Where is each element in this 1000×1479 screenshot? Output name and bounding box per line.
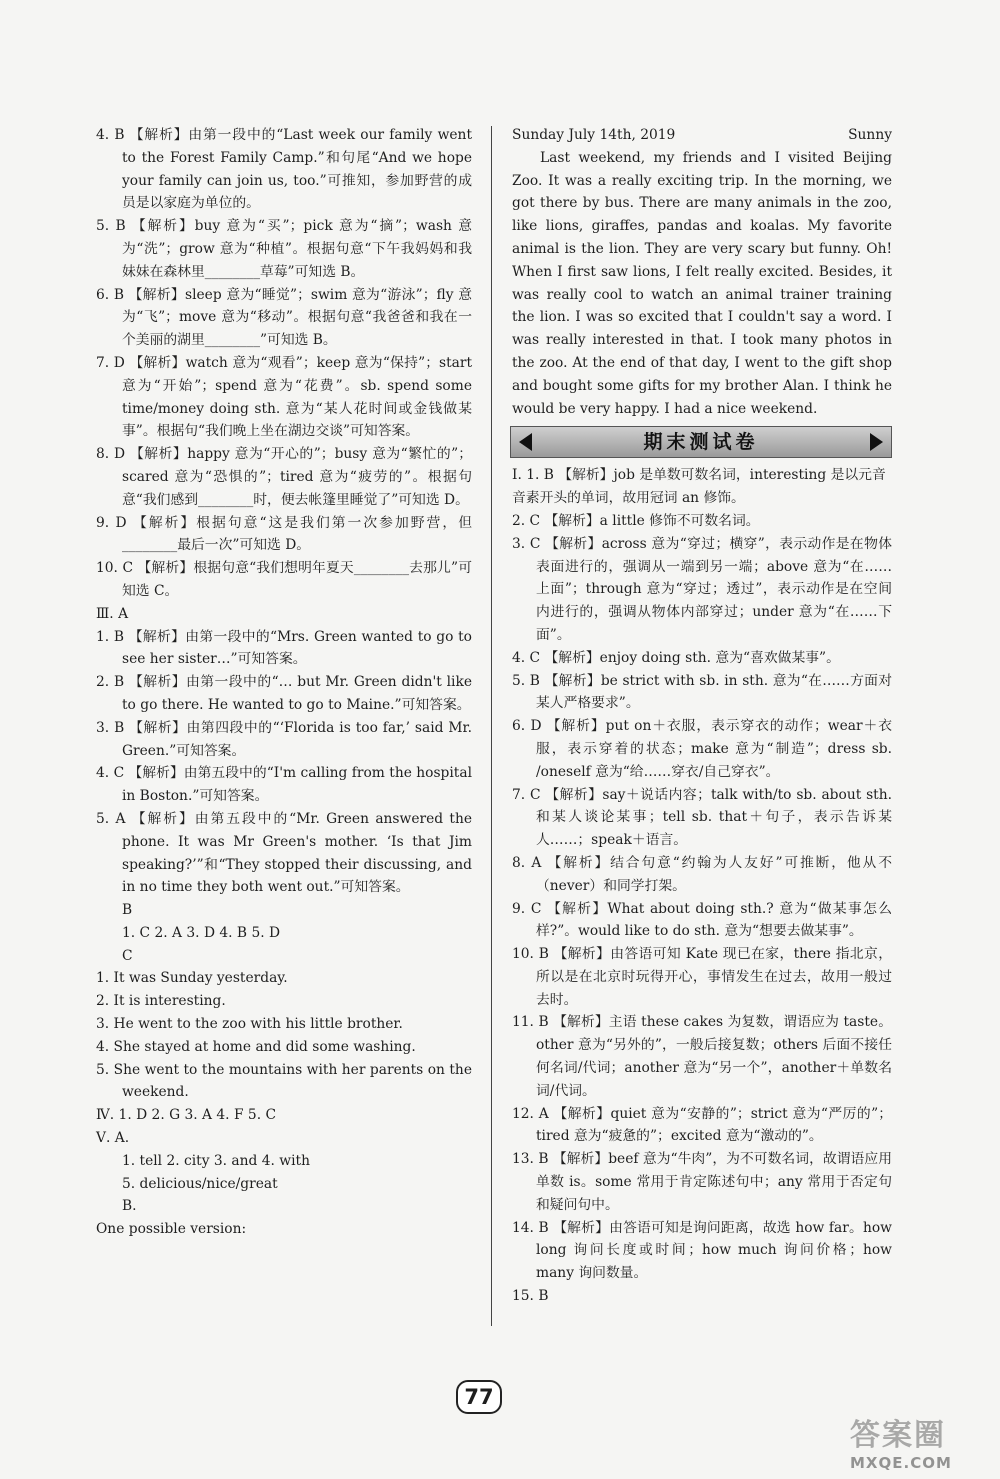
answer-item: 13. B 【解析】beef 意为“牛肉”，为不可数名词，故谓语应用单数 is。some 常用于肯定陈述句中；any 常用于否定句和疑问句中。 — [512, 1151, 892, 1213]
diary-date: Sunday July 14th, 2019 — [512, 127, 676, 143]
page-number: 77 — [456, 1380, 502, 1414]
diary-weather: Sunny — [848, 127, 892, 143]
arrow-left-icon — [519, 433, 532, 451]
answer-item: B — [122, 902, 133, 919]
answer-item: 6. B 【解析】sleep 意为“睡觉”；swim 意为“游泳”；fly 意为“飞”；move 意为“移动”。根据句意“我爸爸和我在一个美丽的湖里________”可知选 B。 — [96, 286, 472, 349]
answer-item: 5. B 【解析】buy 意为“买”；pick 意为“摘”；wash 意为“洗”；grow 意为“种植”。根据句意“下午我妈妈和我妹妹在森林里________草莓”可知选 B。 — [96, 218, 472, 280]
answer-item: C — [122, 947, 133, 964]
answer-item: 2. B 【解析】由第一段中的“… but Mr. Green didn't like to go there. He wanted to go to Maine.”可知答案。 — [96, 674, 472, 713]
answer-item: 4. She stayed at home and did some washing. — [96, 1038, 416, 1055]
diary-header — [512, 124, 892, 147]
answer-item: 3. He went to the zoo with his little brother. — [96, 1016, 403, 1033]
right-column — [512, 124, 892, 1308]
arrow-right-icon — [870, 433, 883, 451]
answer-item: 12. A 【解析】quiet 意为“安静的”；strict 意为“严厉的”；tired 意为“疲惫的”；excited 意为“激动的”。 — [512, 1105, 892, 1145]
answer-item: 5. B 【解析】be strict with sb. in sth. 意为“在……方面对某人严格要求”。 — [512, 672, 892, 712]
answer-item: 1. tell 2. city 3. and 4. with — [122, 1152, 310, 1169]
answer-item: 4. C 【解析】enjoy doing sth. 意为“喜欢做某事”。 — [512, 649, 840, 666]
answer-item: 2. C 【解析】a little 修饰不可数名词。 — [512, 512, 760, 529]
answer-item: 4. C 【解析】由第五段中的“I'm calling from the hospital in Boston.”可知答案。 — [96, 765, 472, 805]
answer-item: Ⅰ. 1. B 【解析】job 是单数可数名词，interesting 是以元音音素开头的单词，故用冠词 an 修饰。 — [512, 467, 886, 507]
column-divider — [491, 126, 492, 1326]
banner-title: 期末测试卷 — [643, 430, 759, 453]
answer-item: 10. C 【解析】根据句意“我们想明年夏天________去那儿”可知选 C。 — [96, 560, 472, 599]
answer-item: 8. A 【解析】结合句意“约翰为人友好”可推断，他从不（never）和同学打架。 — [512, 854, 892, 894]
answer-item: 5. She went to the mountains with her parents on the weekend. — [96, 1061, 472, 1101]
answer-item: 11. B 【解析】主语 these cakes 为复数，谓语应为 taste。other 意为“另外的”，一般后接复数；others 后面不接任何名词/代词；another 意为“另一个”，another＋单数名词/代词。 — [512, 1014, 892, 1099]
answer-item: 7. C 【解析】say＋说话内容；talk with/to sb. about sth. 和某人谈论某事；tell sb. that＋句子，表示告诉某人……；speak＋语言。 — [512, 786, 892, 849]
answer-item: 8. D 【解析】happy 意为“开心的”；busy 意为“繁忙的”；scared 意为“恐惧的”；tired 意为“疲劳的”。根据句意“我们感到________时，便去帐篷里睡觉了”可知选 D。 — [96, 446, 472, 508]
answer-item: 2. It is interesting. — [96, 993, 226, 1010]
section-banner — [510, 426, 892, 458]
diary-body: Last weekend, my friends and I visited Beijing Zoo. It was a really exciting trip. In the morning, we got there by bus. There are many animals in the zoo, like lions, giraffes, pandas and koalas. My favorite animal is the lion. They are very scary but funny. Oh! When I first saw lions, I felt really excited. Besides, it was really cool to watch an animal trainer training the lion. I was so excited that I couldn't say a word. I was really interested in that. I took many photos in the zoo. At the end of that day, I went to the gift shop and bought some gifts for my brother Alan. I think he would be very happy. I had a nice weekend. — [512, 149, 892, 417]
answer-item: 3. B 【解析】由第四段中的“‘Florida is too far,’ said Mr. Green.”可知答案。 — [96, 719, 472, 759]
answer-list — [512, 464, 892, 1307]
answer-item: 7. D 【解析】watch 意为“观看”；keep 意为“保持”；start 意为“开始”；spend 意为“花费”。sb. spend some time/money doing sth. 意为“某人花时间或金钱做某事”。根据句“我们晚上坐在湖边交谈”可知答案。 — [96, 354, 472, 440]
answer-item: Ⅳ. 1. D 2. G 3. A 4. F 5. C — [96, 1107, 277, 1124]
answer-item: 14. B 【解析】由答语可知是询问距离，故选 how far。how long 询问长度或时间；how much 询问价格；how many 询问数量。 — [512, 1219, 892, 1282]
answer-item: 10. B 【解析】由答语可知 Kate 现已在家，there 指北京，所以是在北京时玩得开心，事情发生在过去，故用一般过去时。 — [512, 946, 892, 1008]
answer-item: 1. It was Sunday yesterday. — [96, 970, 288, 987]
answer-item: Ⅴ. A. — [96, 1130, 130, 1147]
answer-item: 15. B — [512, 1288, 549, 1305]
answer-item: 1. B 【解析】由第一段中的“Mrs. Green wanted to go to see her sister…”可知答案。 — [96, 628, 472, 668]
watermark-url: MXQE.COM — [850, 1454, 952, 1472]
answer-item: 3. C 【解析】across 意为“穿过；横穿”，表示动作是在物体表面进行的，强调从一端到另一端；above 意为“在……上面”；through 意为“穿过；透过”，表示动作是在空间内进行的，强调从物体内部穿过；under 意为“在……下面”。 — [512, 535, 892, 643]
answer-item: 1. C 2. A 3. D 4. B 5. D — [122, 924, 281, 941]
answer-item: 6. D 【解析】put on＋衣服，表示穿衣的动作；wear＋衣服，表示穿着的状态；make 意为“制造”；dress sb. /oneself 意为“给……穿衣/自己穿衣”。 — [512, 718, 892, 780]
watermark-title: 答案圈 — [850, 1418, 946, 1453]
answer-item: 9. D 【解析】根据句意“这是我们第一次参加野营，但________最后一次”可知选 D。 — [96, 514, 472, 554]
answer-item: 5. A 【解析】由第五段中的“Mr. Green answered the phone. It was Mr Green's mother. ‘Is that Jim speaking?’”和“They stopped their discussing, and in no time they both went out.”可知答案。 — [96, 810, 472, 896]
answer-item: 9. C 【解析】What about doing sth.? 意为“做某事怎么样?”。would like to do sth. 意为“想要去做某事”。 — [512, 900, 892, 940]
answer-item: 4. B 【解析】由第一段中的“Last week our family went to the Forest Family Camp.”和句尾“And we hope your family can join us, too.”可推知，参加野营的成员是以家庭为单位的。 — [96, 127, 472, 212]
left-column — [96, 124, 472, 1241]
answer-item: Ⅲ. A — [96, 605, 129, 622]
watermark-logo — [850, 1410, 990, 1470]
answer-item: One possible version: — [96, 1221, 247, 1238]
answer-item: 5. delicious/nice/great — [122, 1175, 278, 1192]
answer-item: B. — [122, 1198, 137, 1215]
